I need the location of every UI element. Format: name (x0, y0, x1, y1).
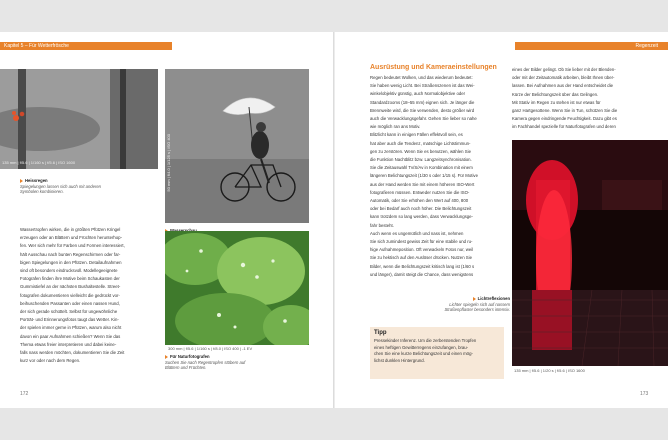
photo-red-reflections (512, 140, 668, 366)
text-line: Auch wenn es ungemütlich und nass ist, nehmen (370, 230, 464, 236)
text-line: Gummistiefel an der nächsten Bushaltestelle. Street- (20, 284, 121, 290)
leaves-art (165, 231, 309, 345)
text-line: Blitzlicht kann in einigen Fällen effektvoll sein, es (370, 132, 463, 138)
chapter-title: Kapitel 5 – Für Wetterfrösche (4, 43, 69, 49)
section-header-bar (515, 42, 668, 50)
book-gutter (333, 32, 335, 408)
section-title: Regenzeit (635, 43, 658, 49)
text-line: wie möglich ran ans Motiv. (370, 124, 421, 130)
text-line: hige Aufnahmeposition. Oft verwackeln Fotos nur, weil (370, 247, 474, 253)
text-line: erzeugen oder an Blättern und Früchten herunterhop- (20, 235, 122, 241)
caption-text-line: Lichter spiegeln sich auf nassem (449, 301, 510, 307)
left-body-text (20, 226, 160, 365)
text-line: winkelobjektiv günstig, auch Normalobjektive oder (370, 91, 466, 97)
red-photo-exif: 135 mm | f/5.6 | 1/20 s | f/5.6 | ISO 1600 (514, 368, 585, 373)
caption-text-line: Suchen Sie nach Regentropfen stöbern auf (165, 359, 246, 365)
text-line: Sie die Zeitauswahl Tv/S/Av in Kombination mit einem (370, 165, 473, 171)
text-line: Sie sich zumindest gewiss Zeit für eine stabile und ru- (370, 239, 473, 245)
caption-text-line: Symbolen kombinieren. (20, 189, 64, 195)
text-line: kann trotzdem so lang werden, dass Verwacklungsge- (370, 214, 473, 220)
leaves-photo-exif: 300 mm | f/5.6 | 1/160 s | f/8.0 | ISO 400 | -1 EV (168, 346, 253, 351)
right-body-col1 (370, 74, 510, 279)
caption-arrow-icon (473, 297, 476, 301)
caption-title: Lichtreflexionen (477, 296, 510, 301)
text-line: lassen. Bei Aufnahmen aus der Hand entscheidet die (512, 83, 614, 89)
text-line: kurz vor oder nach dem Regen. (20, 358, 81, 364)
page-number-left: 172 (20, 391, 29, 397)
text-line: beihuschenden Passanten oder einen nassen Hund, (20, 300, 120, 306)
text-line: Mit Stativ im Regen zu stehen ist nur etwas für (512, 99, 601, 105)
caption-arrow-icon (165, 355, 168, 359)
text-line: auch die Verwacklungsgefahr. Gehen Sie lieber so nahe (370, 116, 477, 122)
photo-leaves-raindrops (165, 231, 309, 345)
text-line: ganz Hartgesottene. Wenn Sie in Tun, schützen Sie die (512, 108, 618, 114)
caption-text-line: Spiegelungen lassen sich auch mit anderen (20, 183, 102, 189)
text-line: Brennweite wird, die Sie verwenden, desto größer wird (370, 107, 475, 113)
tipp-line: Pressekinder Inferenz. Um die zerberstenden Tropfen (374, 338, 477, 343)
umbrella-cyclist-art (165, 69, 309, 223)
text-line: aus der Hand werden Sie mit einem höheren ISO-Wert (370, 181, 475, 187)
text-line: oder bei Bedarf auch noch höher. Die Belichtungszeit (370, 206, 472, 212)
tipp-line: lichst dunklen Hintergrund. (374, 357, 425, 363)
text-line: fotografen dokumentieren vielleicht die gedrückt vor- (20, 292, 120, 298)
puddle-photo-exif: 135 mm | f/5.6 | 1/160 s | f/5.6 | ISO 1600 (2, 160, 76, 165)
text-line: Kürze der Belichtungszeit über das Gelingen. (512, 91, 599, 97)
text-line: hält Ausschau nach bunten Regenschirmen oder far- (20, 251, 121, 257)
text-line: fen. Wer sich mehr für Farben und Formen interessiert, (20, 243, 125, 249)
chapter-header-bar (0, 42, 172, 50)
text-line: und länger), damit steigt die Chance, dass wenigstens (370, 271, 474, 277)
caption-title: Für Naturfotografen (170, 354, 210, 359)
tipp-title: Tipp (374, 330, 387, 336)
text-line: Sie zu hektisch auf den Auslöser drücken. Nutzen Sie (370, 255, 472, 261)
text-line: die Funktion Nachtblitz bzw. Langzeitsynchronisation. (370, 157, 472, 163)
photo-puddle-reflection (0, 69, 158, 169)
text-line: Sie haben wenig Licht. Bei Straßenszenen ist das Wei- (370, 83, 475, 89)
text-line: im Fachhandel spezielle für Naturfotografen und deren (512, 124, 616, 130)
text-line: Kamera gegen eindringende Feuchtigkeit. Dazu gibt es (512, 116, 617, 122)
caption-lichtreflexionen (440, 296, 510, 313)
caption-title: Heissregen (25, 178, 48, 183)
text-line: sind oft besonders eindrucksvoll. Modellegeeignete (20, 268, 118, 274)
text-line: Thema etwas freier interpretieren und dabei keine- (20, 341, 117, 347)
red-reflection-art (512, 140, 668, 366)
text-line: Standardzooms (18–55 mm) eignen sich. Je länger die (370, 99, 475, 105)
text-line: fahr besteht. (370, 222, 394, 228)
text-line: oder mit der Zeitautomatik arbeiten, bleibt Ihnen über- (512, 75, 615, 81)
tipp-line: eines heftigen Gewitterregens einzufangen, brau- (374, 344, 469, 350)
text-line: Regen bedeutet Wolken, und das wiederum bedeutet: (370, 75, 473, 80)
tipp-line: chen Sie eine kurze Belichtungszeit und einen mög- (374, 351, 473, 357)
text-line: davon ein paar Aufnahmen schießen? Wenn Sie das (20, 333, 121, 339)
caption-heissregen (20, 178, 160, 195)
text-line: der spielen immer gerne in Pfützen, warum also nicht (20, 325, 122, 331)
umbrella-photo-exif: 50 mm | f/4.0 | 1/125 s | ISO 400 (166, 134, 171, 192)
text-line: der sich gerade schüttelt. Selbst für ungewöhnliche (20, 309, 118, 315)
caption-naturfotografen (165, 354, 310, 371)
right-body-col2 (512, 66, 660, 132)
text-line: bigen Spiegelungen in den Pfützen. Detailaufnahmen (20, 259, 122, 265)
book-spread (0, 32, 668, 408)
text-line: Porträt- und Erinnerungsfotos taugt das Wetter. Kin- (20, 317, 119, 323)
caption-text-line: Blättern und Früchten. (165, 365, 207, 371)
text-line: gen zu zerstören. Wenn Sie es benutzen, wählen Sie (370, 148, 471, 154)
text-line: hat aber auch die Tendenz, matschige Lichtstimmun- (370, 140, 471, 146)
text-line: eines der Bilder gelingt. Ob Sie lieber mit der Blenden- (512, 67, 616, 72)
text-line: Automatik, oder Sie erhöhen den Wert auf 400, 800 (370, 198, 469, 204)
text-line: Wassertropfen wirken, die in größten Pfützen Kringel (20, 227, 121, 232)
page-number-right: 173 (640, 391, 649, 397)
text-line: falls nass werden möchten, dokumentieren Sie die Zeit (20, 350, 125, 356)
text-line: längeren Belichtungszeit (1/30 s oder 1/15 s). Für Motive (370, 173, 478, 179)
puddle-reflection-art (0, 69, 158, 169)
text-line: fotografieren müssen. Entweder nutzen Sie die ISO- (370, 189, 470, 195)
text-line: Bilder, wenn die Belichtungszeit kritisch lang ist (1/60 s (370, 263, 475, 269)
caption-arrow-icon (20, 179, 23, 183)
tipp-box (370, 327, 504, 379)
photo-umbrella-cyclist (165, 69, 309, 223)
caption-text-line: Straßenpflaster besonders intensiv. (444, 307, 510, 313)
section-heading: Ausrüstung und Kameraeinstellungen (370, 64, 497, 71)
text-line: Fotografen finden ihre Motive beim Schaukasten der (20, 276, 120, 282)
